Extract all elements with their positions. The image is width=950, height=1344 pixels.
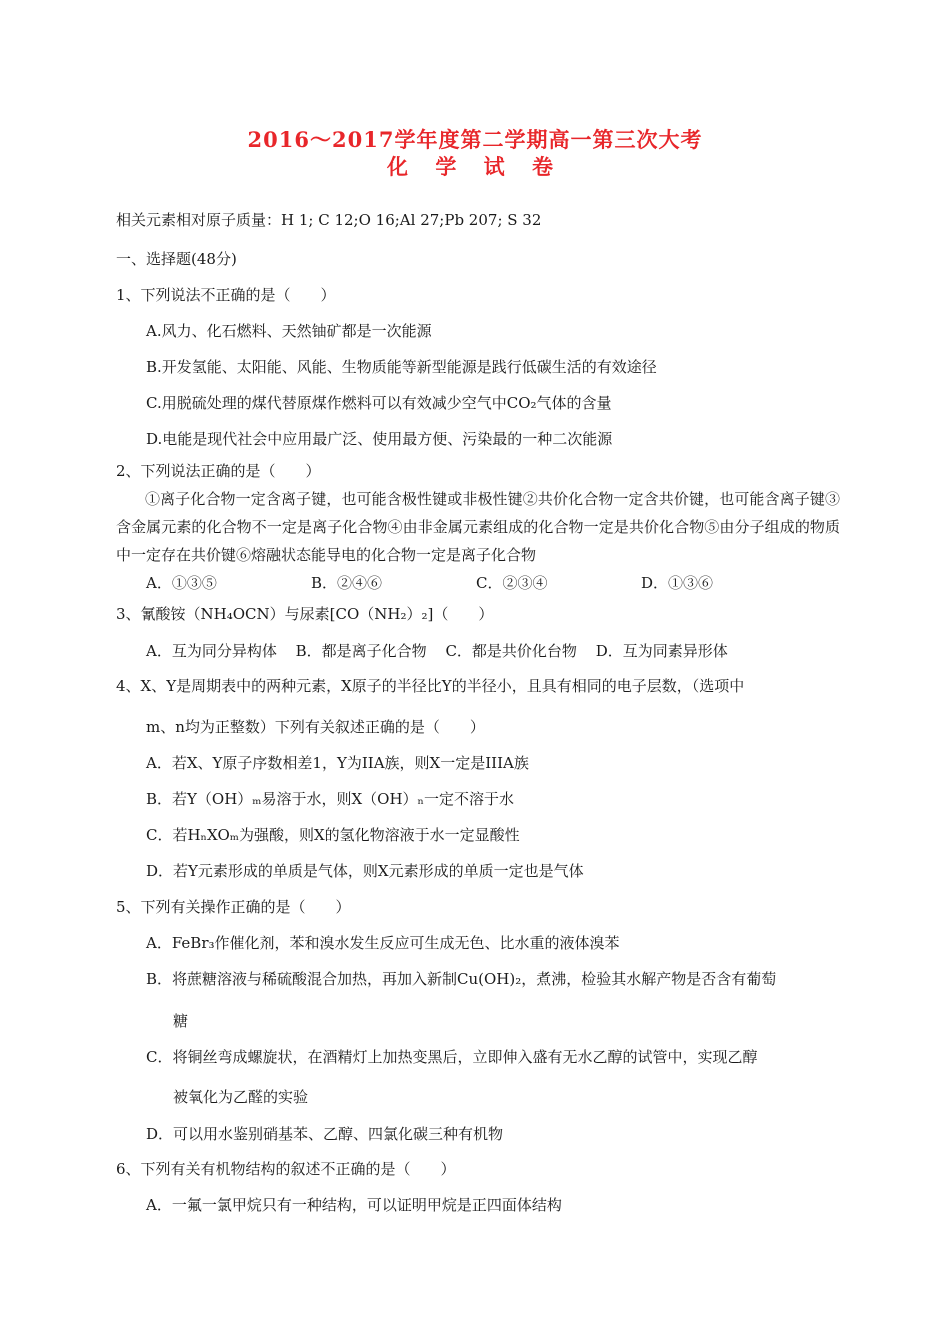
question-3-option-d: D．互为同素异形体 (595, 642, 728, 660)
question-4-option-b: B．若Y（OH）ₘ易溶于水，则X（OH）ₙ一定不溶于水 (146, 790, 515, 808)
question-1-stem: 1、下列说法不正确的是（ ） (116, 286, 336, 304)
question-2-option-c: C．②③④ (476, 574, 548, 592)
question-5-option-d: D．可以用水鉴别硝基苯、乙醇、四氯化碳三种有机物 (146, 1125, 504, 1143)
question-5-option-c-line-1: C．将铜丝弯成螺旋状，在酒精灯上加热变黑后，立即伸入盛有无水乙醇的试管中，实现乙醇 (146, 1048, 758, 1066)
question-4-option-a: A．若X、Y原子序数相差1，Y为IIA族，则X一定是IIIA族 (146, 754, 529, 772)
question-1-option-a: A.风力、化石燃料、天然铀矿都是一次能源 (146, 322, 432, 340)
question-2-statements: ①离子化合物一定含离子键，也可能含极性键或非极性键②共价化合物一定含共价键，也可能含离子键③含金属元素的化合物不一定是离子化合物④由非金属元素组成的化合物一定是共价化合物⑤由分子组成的物质中一定存在共价键⑥熔融状态能导电的化合物一定是离子化合物 (116, 490, 840, 564)
question-6-option-a: A．一氟一氯甲烷只有一种结构，可以证明甲烷是正四面体结构 (146, 1196, 562, 1214)
question-1-option-d: D.电能是现代社会中应用最广泛、使用最方便、污染最的一种二次能源 (146, 430, 613, 448)
question-3-stem: 3、氰酸铵（NH₄OCN）与尿素[CO（NH₂）₂]（ ） (116, 605, 494, 623)
question-3-options (146, 640, 742, 661)
question-5-option-c-line-2: 被氧化为乙醛的实验 (173, 1088, 309, 1106)
question-4-option-d: D．若Y元素形成的单质是气体，则X元素形成的单质一定也是气体 (146, 862, 584, 880)
question-4-stem-line-2: m、n均为正整数）下列有关叙述正确的是（ ） (146, 718, 485, 736)
question-3-option-a: A．互为同分异构体 (146, 642, 277, 660)
question-2-stem: 2、下列说法正确的是（ ） (116, 462, 321, 480)
question-1-option-b: B.开发氢能、太阳能、风能、生物质能等新型能源是践行低碳生活的有效途径 (146, 358, 657, 376)
question-1-option-c: C.用脱硫处理的煤代替原煤作燃料可以有效减少空气中CO₂气体的含量 (146, 394, 612, 412)
question-3-option-c: C．都是共价化台物 (445, 642, 577, 660)
question-5-stem: 5、下列有关操作正确的是（ ） (116, 898, 351, 916)
exam-subtitle: 化 学 试 卷 (387, 154, 563, 179)
question-2-option-d: D．①③⑥ (641, 574, 714, 592)
atomic-masses-note: 相关元素相对原子质量：H 1; C 12;O 16;Al 27;Pb 207; S 32 (116, 211, 542, 229)
question-6-stem: 6、下列有关有机物结构的叙述不正确的是（ ） (116, 1160, 456, 1178)
question-2-option-a: A．①③⑤ (146, 574, 217, 592)
question-5-option-b-line-1: B．将蔗糖溶液与稀硫酸混合加热，再加入新制Cu(OH)₂，煮沸，检验其水解产物是否含有葡萄 (146, 970, 777, 988)
exam-title: 2016～2017学年度第二学期高一第三次大考 (247, 127, 703, 152)
question-2-options (146, 572, 806, 593)
question-4-stem-line-1: 4、X、Y是周期表中的两种元素，X原子的半径比Y的半径小，且具有相同的电子层数，（选项中 (116, 677, 745, 695)
section-heading: 一、选择题(48分) (116, 250, 237, 268)
question-3-option-b: B．都是离子化合物 (295, 642, 427, 660)
question-5-option-b-line-2: 糖 (173, 1012, 189, 1030)
question-5-option-a: A．FeBr₃作催化剂，苯和溴水发生反应可生成无色、比水重的液体溴苯 (146, 934, 620, 952)
question-2-option-b: B．②④⑥ (311, 574, 383, 592)
question-4-option-c: C．若HₙXOₘ为强酸，则X的氢化物溶液于水一定显酸性 (146, 826, 520, 844)
